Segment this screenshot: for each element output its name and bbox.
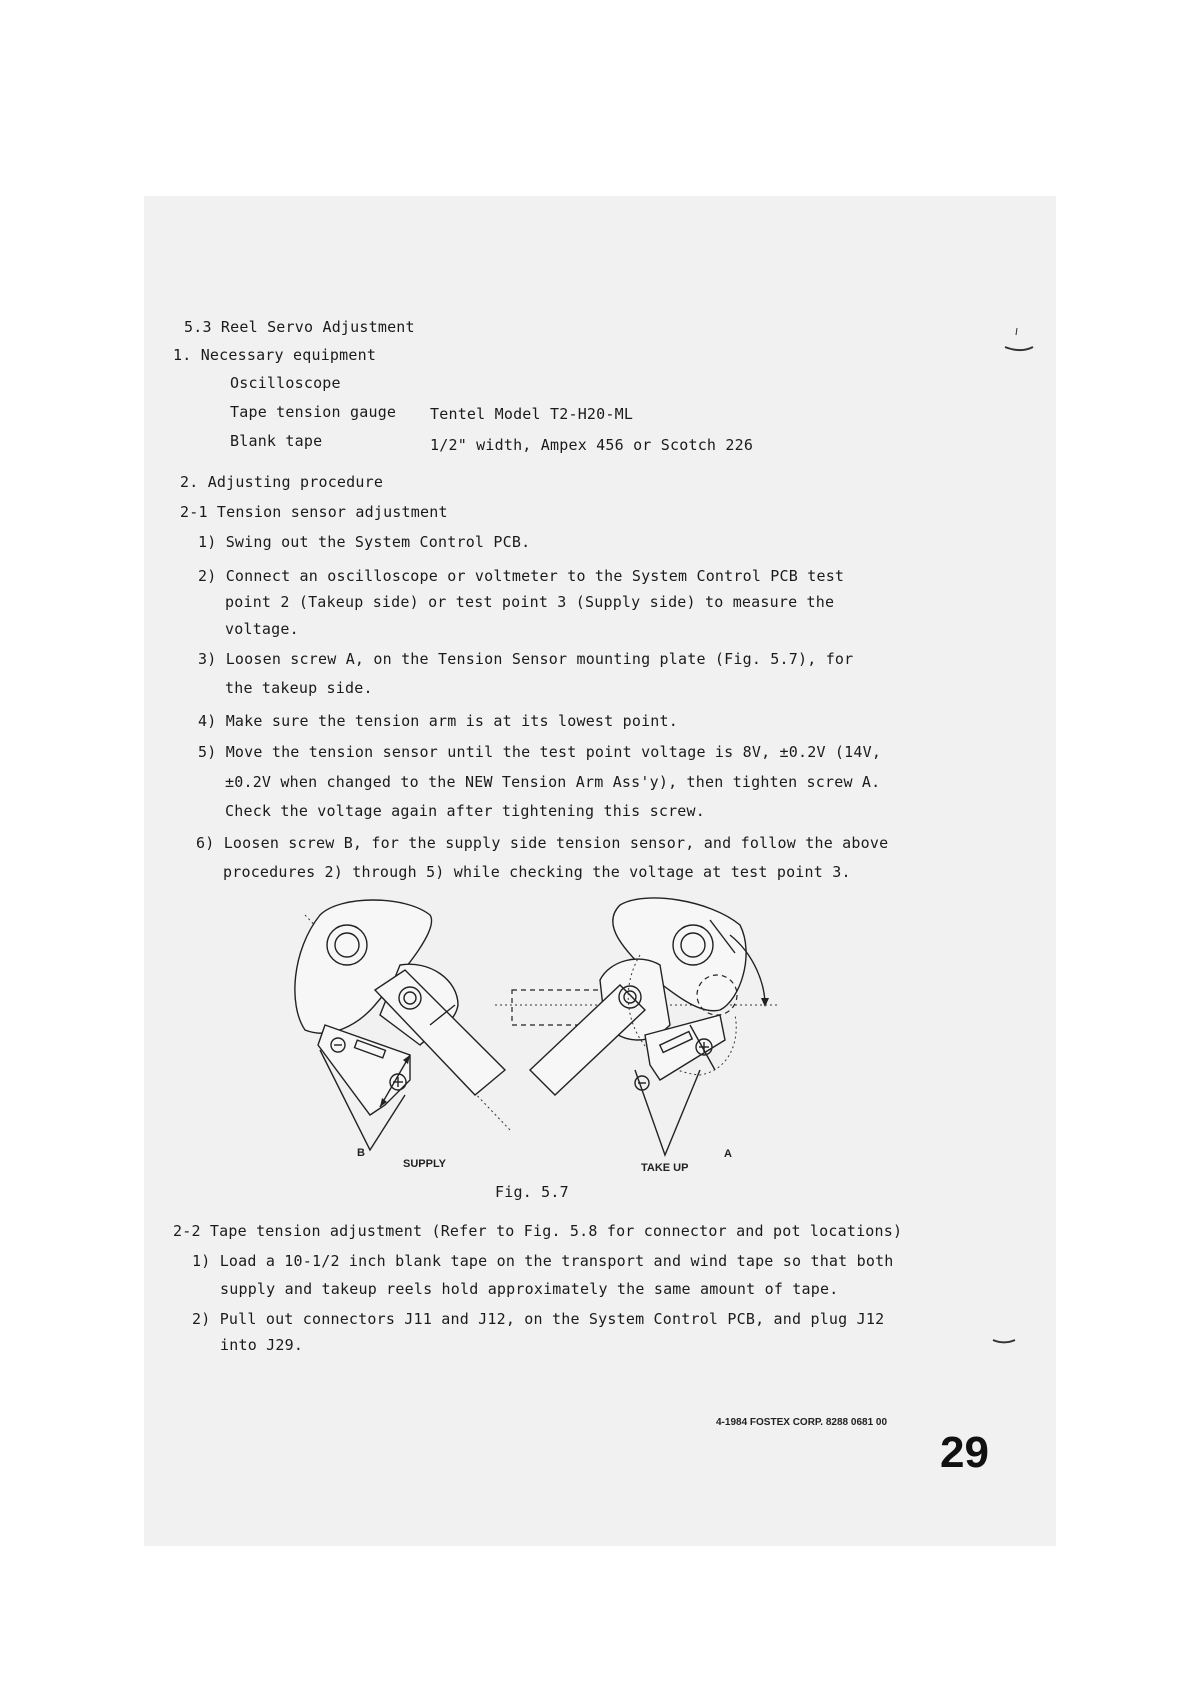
step-line: voltage. [225,620,299,638]
section-title: 5.3 Reel Servo Adjustment [184,318,415,336]
tension-sensor-diagram [280,895,850,1175]
takeup-tension-arm [530,985,645,1095]
edge-mark [990,1332,1020,1348]
step-line: 1) Swing out the System Control PCB. [198,533,531,551]
step-line: 6) Loosen screw B, for the supply side tension sensor, and follow the above [196,834,889,852]
label-takeup: TAKE UP [641,1162,689,1174]
section-2-2-heading: 2-2 Tape tension adjustment (Refer to Fig. 5.8 for connector and pot locations) [173,1222,903,1240]
edge-mark [1000,325,1040,355]
procedure-heading: 2. Adjusting procedure [180,473,384,491]
equipment-item-name: Oscilloscope [230,374,341,392]
label-supply: SUPPLY [403,1158,447,1170]
footer-copyright: 4-1984 FOSTEX CORP. 8288 0681 00 [716,1417,888,1428]
takeup-tension-sensor [495,898,780,1155]
procedure-subheading: 2-1 Tension sensor adjustment [180,503,448,521]
step-line: point 2 (Takeup side) or test point 3 (Supply side) to measure the [225,593,835,611]
equipment-item-name: Blank tape [230,432,323,450]
step-line: 4) Make sure the tension arm is at its lowest point. [198,712,678,730]
step-line: Check the voltage again after tightening this screw. [225,802,705,820]
supply-mounting-plate [318,1025,410,1115]
equipment-item-name: Tape tension gauge [230,403,397,421]
step-line: procedures 2) through 5) while checking the voltage at test point 3. [223,863,851,881]
step-line: 2) Connect an oscilloscope or voltmeter to the System Control PCB test [198,567,845,585]
step-line: the takeup side. [225,679,373,697]
supply-tension-sensor [295,900,510,1150]
section-2-2-line: 2) Pull out connectors J11 and J12, on the System Control PCB, and plug J12 [192,1310,885,1328]
equipment-item-detail: 1/2" width, Ampex 456 or Scotch 226 [430,436,754,454]
section-2-2-line: into J29. [220,1336,304,1354]
label-screw-b: B [357,1147,365,1159]
step-line: 3) Loosen screw A, on the Tension Sensor mounting plate (Fig. 5.7), for [198,650,854,668]
section-2-2-line: supply and takeup reels hold approximately the same amount of tape. [220,1280,839,1298]
page-number: 29 [940,1428,989,1477]
equipment-item-detail: Tentel Model T2-H20-ML [430,405,634,423]
step-line: ±0.2V when changed to the NEW Tension Arm Ass'y), then tighten screw A. [225,773,881,791]
section-2-2-line: 1) Load a 10-1/2 inch blank tape on the transport and wind tape so that both [192,1252,894,1270]
figure-caption: Fig. 5.7 [495,1183,569,1201]
equipment-heading: 1. Necessary equipment [173,346,377,364]
step-line: 5) Move the tension sensor until the test point voltage is 8V, ±0.2V (14V, [198,743,882,761]
label-screw-a: A [724,1148,732,1160]
